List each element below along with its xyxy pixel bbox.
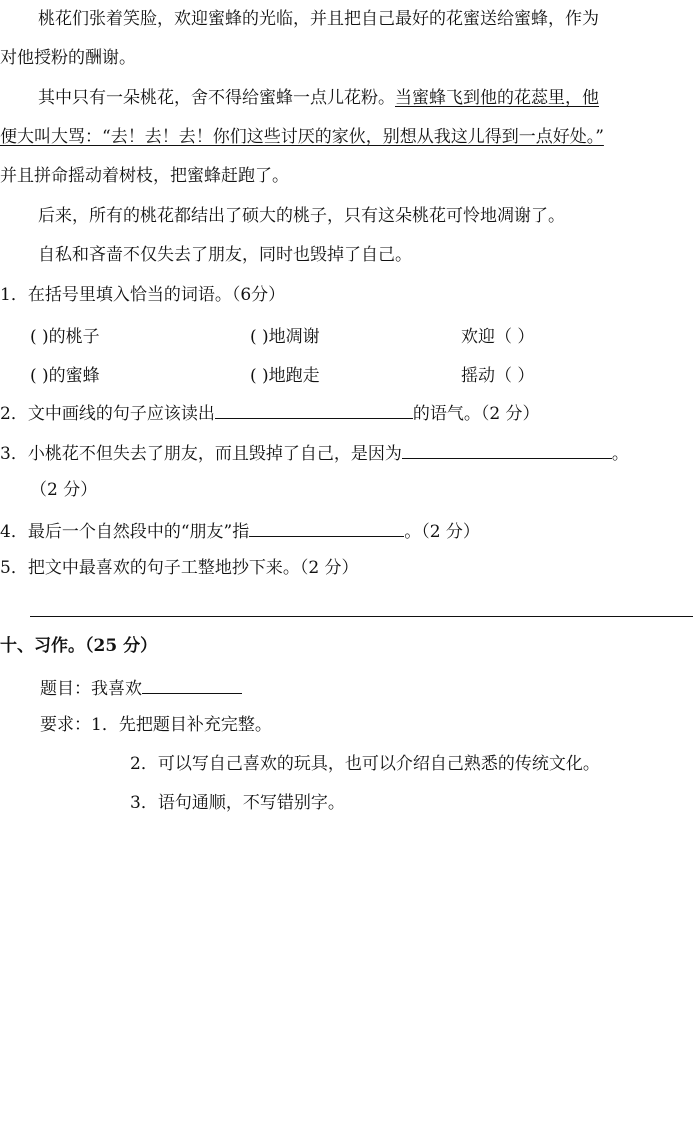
q1-blank-welcome[interactable]: 欢迎（ ）	[461, 327, 535, 347]
composition-title	[0, 675, 693, 700]
question-5-text: 5．把文中最喜欢的句子工整地抄下来。（2 分）	[0, 558, 359, 578]
q1-blank-peach[interactable]: ( )的桃子	[30, 327, 100, 347]
question-3-text-b: 。	[611, 444, 629, 464]
composition-title-blank[interactable]	[142, 675, 242, 694]
requirement-2: 2．可以写自己喜欢的玩具，也可以介绍自己熟悉的传统文化。	[130, 754, 600, 774]
q1-blank-wither[interactable]: ( )地凋谢	[250, 327, 320, 347]
q1-blank-runaway[interactable]: ( )地跑走	[250, 366, 320, 386]
question-2	[0, 400, 693, 425]
question-2-text-b: 的语气。（2 分）	[412, 404, 540, 424]
question-3-text-a: 3．小桃花不但失去了朋友，而且毁掉了自己，是因为	[0, 444, 402, 464]
question-3	[0, 440, 693, 465]
question-5-answer-line[interactable]	[30, 616, 693, 617]
composition-title-label: 题目：我喜欢	[40, 679, 142, 699]
question-4-text-b: 。（2 分）	[404, 522, 480, 542]
paragraph-2-line-2	[0, 126, 693, 148]
paragraph-2-line-1	[0, 87, 693, 109]
question-2-text-a: 2．文中画线的句子应该读出	[0, 404, 215, 424]
question-3-score: （2 分）	[30, 480, 98, 500]
question-2-answer-blank[interactable]	[215, 400, 413, 419]
section-10-heading: 十、习作。（25 分）	[0, 636, 158, 656]
question-4-text-a: 4．最后一个自然段中的“朋友”指	[0, 522, 250, 542]
paragraph-4: 自私和吝啬不仅失去了朋友，同时也毁掉了自己。	[38, 245, 412, 265]
underlined-sentence-start: 当蜜蜂飞到他的花蕊里，他	[395, 88, 599, 108]
requirement-3: 3．语句通顺，不写错别字。	[130, 793, 345, 813]
requirement-1: 要求：1．先把题目补充完整。	[40, 715, 272, 735]
question-4	[0, 518, 693, 543]
question-1-text: 1．在括号里填入恰当的词语。（6分）	[0, 285, 286, 305]
paragraph-2-line-3: 并且拼命摇动着树枝，把蜜蜂赶跑了。	[0, 166, 289, 186]
q1-blank-bee[interactable]: ( )的蜜蜂	[30, 366, 100, 386]
paragraph-1-line-2: 对他授粉的酬谢。	[0, 48, 136, 68]
paragraph-1-line-1: 桃花们张着笑脸，欢迎蜜蜂的光临，并且把自己最好的花蜜送给蜜蜂，作为	[38, 9, 599, 29]
underlined-sentence-end: 便大叫大骂：“去！去！去！你们这些讨厌的家伙，别想从我这儿得到一点好处。”	[0, 127, 604, 147]
plain-sentence: 其中只有一朵桃花，舍不得给蜜蜂一点儿花粉。	[38, 88, 395, 108]
q1-blank-shake[interactable]: 摇动（ ）	[461, 366, 535, 386]
question-4-answer-blank[interactable]	[249, 518, 404, 537]
question-3-answer-blank[interactable]	[402, 440, 612, 459]
paragraph-3: 后来，所有的桃花都结出了硕大的桃子，只有这朵桃花可怜地凋谢了。	[38, 206, 565, 226]
